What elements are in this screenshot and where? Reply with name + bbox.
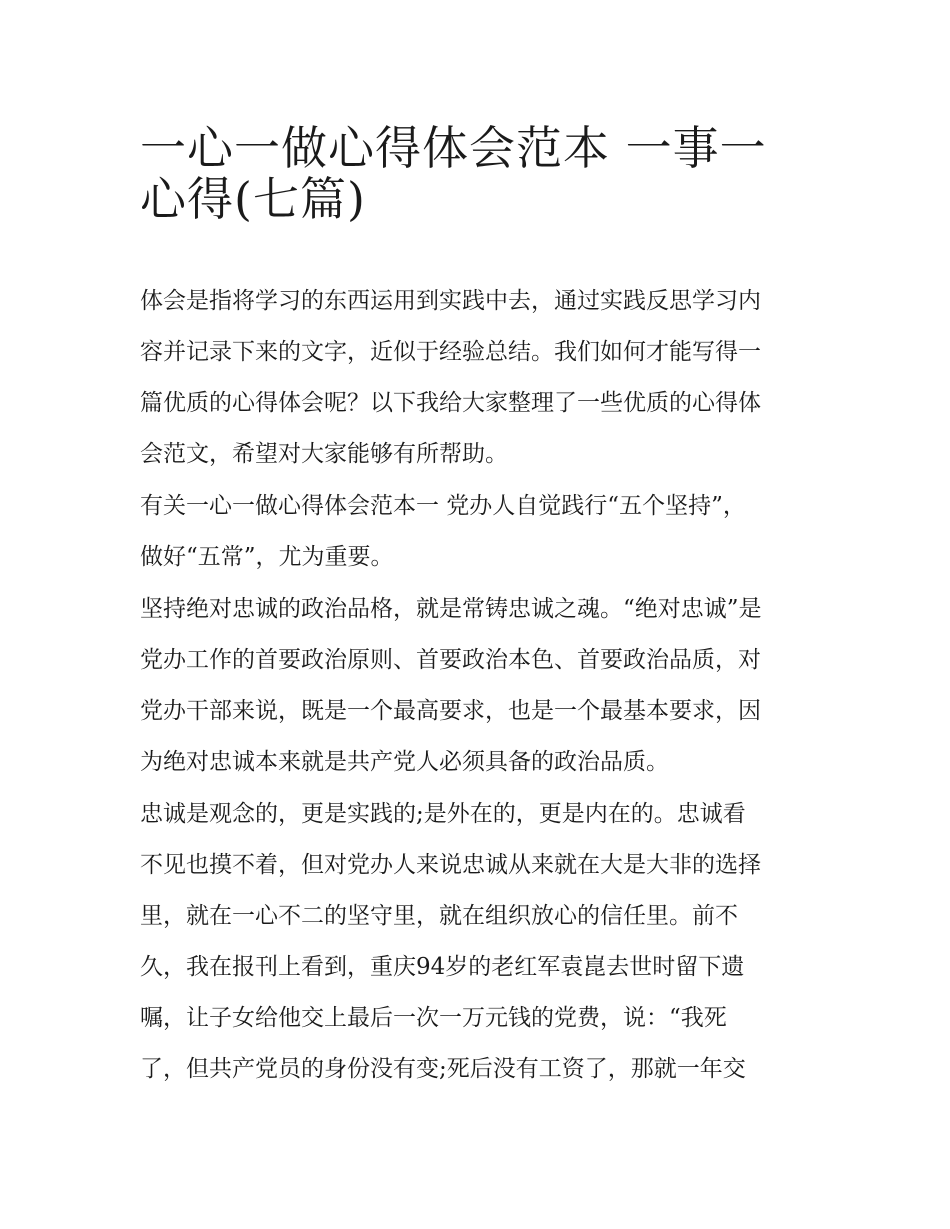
text-line: 嘱，让子女给他交上最后一次一万元钱的党费，说：“我死 (140, 1005, 727, 1031)
text-line: 久，我在报刊上看到，重庆94岁的老红军袁崑去世时留下遗 (140, 954, 745, 980)
text-line: 忠诚是观念的，更是实践的;是外在的，更是内在的。忠诚看 (140, 801, 746, 827)
paragraph-intro (140, 276, 812, 480)
text-line: 篇优质的心得体会呢？以下我给大家整理了一些优质的心得体 (140, 390, 761, 416)
text-line: 了，但共产党员的身份没有变;死后没有工资了，那就一年交 (140, 1056, 746, 1082)
text-line: 会范文，希望对大家能够有所帮助。 (140, 441, 508, 467)
text-line: 党办干部来说，既是一个最高要求，也是一个最基本要求，因 (140, 698, 761, 724)
text-line: 容并记录下来的文字，近似于经验总结。我们如何才能写得一 (140, 339, 761, 365)
text-line: 体会是指将学习的东西运用到实践中去，通过实践反思学习内 (140, 288, 761, 314)
paragraph-loyalty (140, 584, 812, 788)
text-line: 党办工作的首要政治原则、首要政治本色、首要政治品质，对 (140, 647, 761, 673)
document-title (140, 112, 830, 226)
text-line: 里，就在一心不二的坚守里，就在组织放心的信任里。前不 (140, 903, 738, 929)
text-line: 为绝对忠诚本来就是共产党人必须具备的政治品质。 (140, 749, 669, 775)
title-line: 一心一做心得体会范本 一事一 (140, 121, 767, 175)
text-line: 有关一心一做心得体会范本一 党办人自觉践行“五个坚持”， (140, 493, 746, 519)
text-line: 做好“五常”，尤为重要。 (140, 544, 394, 570)
title-line: 心得(七篇) (140, 172, 366, 226)
document-body (140, 276, 812, 1096)
paragraph-section-heading (140, 481, 812, 583)
text-line: 不见也摸不着，但对党办人来说忠诚从来就在大是大非的选择 (140, 852, 761, 878)
paragraph-practice (140, 789, 812, 1095)
text-line: 坚持绝对忠诚的政治品格，就是常铸忠诚之魂。“绝对忠诚”是 (140, 596, 762, 622)
